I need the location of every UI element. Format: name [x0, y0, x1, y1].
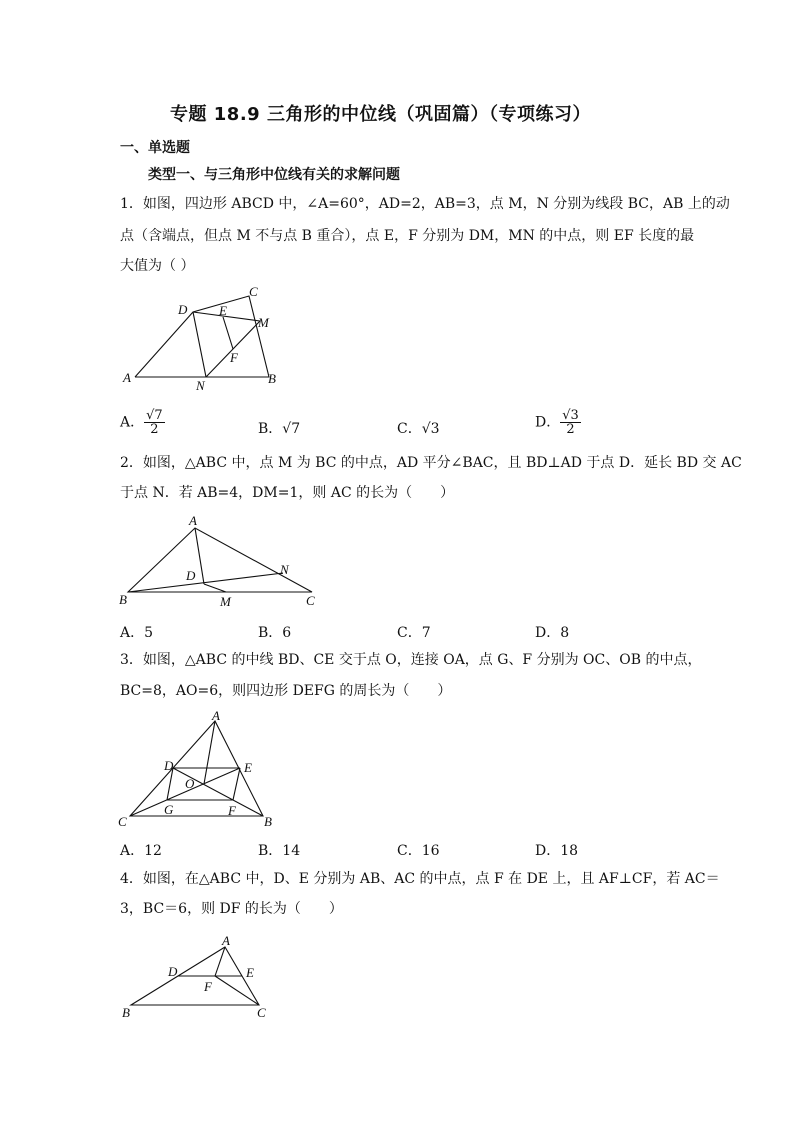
q1-option-c[interactable]: C．√3 — [397, 421, 440, 437]
q4-label-b: B — [122, 1005, 130, 1020]
q2-option-c[interactable]: C．7 — [397, 625, 431, 641]
q1-label-d: D — [178, 302, 188, 317]
q3-label-f: F — [228, 803, 236, 818]
q1-label-m: M — [258, 315, 269, 330]
q2-line-1: 2．如图，△ABC 中，点 M 为 BC 的中点，AD 平分∠BAC，且 BD⊥AD 于点 D．延长 BD 交 AC — [120, 455, 742, 471]
q4-label-f: F — [204, 979, 212, 994]
q2-label-n: N — [280, 562, 289, 577]
q2-option-a[interactable]: A．5 — [120, 625, 154, 641]
q1-line-2: 点（含端点，但点 M 不与点 B 重合），点 E，F 分别为 DM，MN 的中点，则 EF 长度的最 — [120, 228, 695, 244]
q3-option-a[interactable]: A．12 — [120, 843, 162, 859]
q1-label-f: F — [230, 350, 238, 365]
q3-option-d[interactable]: D．18 — [535, 843, 579, 859]
q3-label-d: D — [164, 758, 174, 773]
q3-line-1: 3．如图，△ABC 的中线 BD、CE 交于点 O，连接 OA，点 G、F 分别为 OC、OB 的中点， — [120, 652, 702, 668]
q4-line-2: 3，BC＝6，则 DF 的长为（ ） — [120, 901, 343, 917]
q3-label-e: E — [244, 760, 252, 775]
q3-option-b[interactable]: B．14 — [258, 843, 301, 859]
q4-label-c: C — [257, 1005, 266, 1020]
q3-figure — [112, 706, 282, 830]
q3-option-c[interactable]: C．16 — [397, 843, 440, 859]
q2-label-m: M — [220, 594, 231, 609]
q4-figure — [118, 930, 278, 1024]
q1-label-n: N — [196, 378, 205, 393]
q1-line-3: 大值为（ ） — [120, 258, 195, 274]
q1-label-c: C — [249, 284, 258, 299]
q2-figure — [118, 512, 328, 614]
q2-line-2: 于点 N．若 AB=4，DM=1，则 AC 的长为（ ） — [120, 485, 455, 501]
q4-label-a: A — [222, 933, 230, 948]
page-title: 专题 18.9 三角形的中位线（巩固篇）（专项练习） — [170, 104, 591, 125]
q3-label-b: B — [264, 814, 272, 829]
q3-line-2: BC=8，AO=6，则四边形 DEFG 的周长为（ ） — [120, 683, 452, 699]
q2-option-d[interactable]: D．8 — [535, 625, 570, 641]
q3-label-g: G — [164, 802, 174, 817]
q1-option-d[interactable]: D． $\frac{√3}{2}$ — [535, 408, 579, 437]
section-heading: 一、单选题 — [120, 140, 190, 156]
q1-line-1: 1．如图，四边形 ABCD 中，∠A=60°，AD=2，AB=3，点 M，N 分别为线段 BC，AB 上的动 — [120, 196, 730, 212]
q3-label-a: A — [212, 708, 220, 723]
type-heading: 类型一、与三角形中位线有关的求解问题 — [148, 167, 400, 183]
q4-line-1: 4．如图，在△ABC 中，D、E 分别为 AB、AC 的中点，点 F 在 DE 上，且 AF⊥CF，若 AC＝ — [120, 871, 720, 887]
q2-label-c: C — [306, 593, 315, 608]
q1-option-b[interactable]: B．√7 — [258, 421, 301, 437]
q1-figure — [118, 284, 298, 396]
q1-label-a: A — [123, 370, 131, 385]
q2-label-a: A — [189, 513, 197, 528]
q2-label-b: B — [119, 592, 127, 607]
q2-label-d: D — [186, 568, 196, 583]
q3-label-o: O — [185, 776, 195, 791]
q1-option-a[interactable]: A． $\frac{√7}{2}$ — [120, 408, 163, 437]
q4-label-e: E — [246, 965, 254, 980]
q2-option-b[interactable]: B．6 — [258, 625, 292, 641]
q4-label-d: D — [168, 964, 178, 979]
q3-label-c: C — [118, 814, 127, 829]
q1-label-e: E — [219, 303, 227, 318]
q1-label-b: B — [268, 371, 276, 386]
